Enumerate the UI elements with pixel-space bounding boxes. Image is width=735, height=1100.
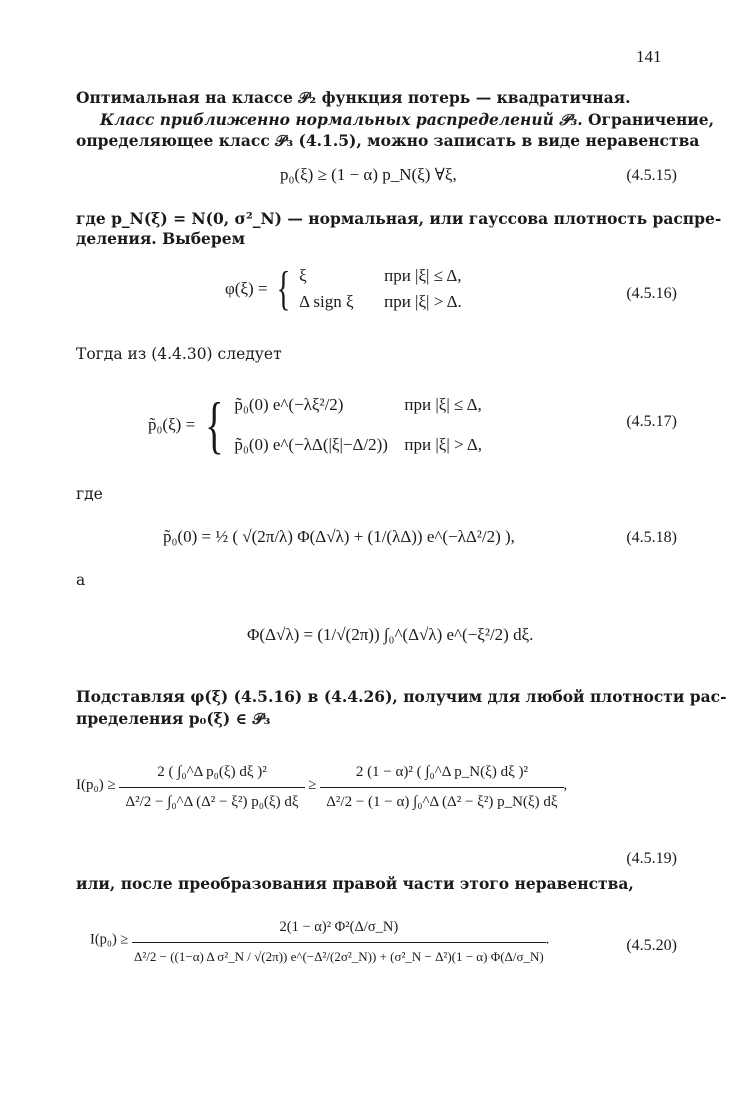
case-condition: при |ξ| ≤ Δ,	[404, 395, 482, 414]
paragraph-line: пределения p₀(ξ) ∈ 𝒫₃	[76, 709, 271, 728]
equation-4-5-15: p₀(ξ) ≥ (1 − α) p_N(ξ) ∀ξ,	[280, 165, 457, 184]
equation-lhs: p̃₀(ξ) =	[148, 415, 196, 434]
equation-number: (4.5.16)	[626, 285, 677, 302]
equation-4-5-16	[225, 263, 462, 315]
class-heading: Класс приближенно нормальных распределений 𝒫₃.	[100, 110, 583, 129]
paragraph-line: где p_N(ξ) = N(0, σ²_N) — нормальная, или гауссова плотность распре-	[76, 209, 722, 228]
equation-number: (4.5.20)	[626, 937, 677, 954]
fraction	[320, 760, 563, 811]
paragraph-line: деления. Выберем	[76, 229, 246, 248]
fraction	[119, 760, 304, 811]
fraction-denominator: Δ²/2 − ((1−α) Δ σ²_N / √(2π)) e^(−Δ²/(2σ²_N)) + (σ²_N − Δ²)(1 − α) Φ(Δ/σ_N)	[134, 949, 544, 964]
case-condition: при |ξ| > Δ,	[404, 435, 483, 454]
equation-4-5-18: p̃₀(0) = ½ ( √(2π/λ) Φ(Δ√λ) + (1/(λΔ)) e^(−λΔ²/2) ),	[163, 527, 515, 546]
equation-4-5-19	[76, 760, 567, 811]
equation-number: (4.5.17)	[626, 413, 677, 430]
paragraph-fragment: Ограничение,	[582, 110, 715, 129]
fraction	[132, 915, 546, 965]
equation-phi-definition: Φ(Δ√λ) = (1/√(2π)) ∫₀^(Δ√λ) e^(−ξ²/2) dξ.	[247, 625, 534, 644]
fraction-numerator: 2 ( ∫₀^Δ p₀(ξ) dξ )²	[119, 760, 304, 788]
paragraph-line: Оптимальная на классе 𝒫₂ функция потерь — квадратичная.	[76, 88, 631, 107]
equation-number: (4.5.19)	[626, 850, 677, 867]
fraction-numerator: 2(1 − α)² Φ²(Δ/σ_N)	[132, 915, 546, 943]
equation-number: (4.5.15)	[626, 167, 677, 184]
case-expression: Δ sign ξ	[299, 292, 354, 311]
case-condition: при |ξ| ≤ Δ,	[384, 266, 462, 285]
page-number: 141	[636, 47, 662, 66]
paragraph-line	[100, 109, 715, 131]
paragraph-line: или, после преобразования правой части этого неравенства,	[76, 874, 634, 893]
equation-lhs: I(p₀) ≥	[90, 931, 129, 948]
punctuation: .	[545, 931, 550, 948]
fraction-denominator: Δ²/2 − (1 − α) ∫₀^Δ (Δ² − ξ²) p_N(ξ) dξ	[326, 794, 558, 810]
case-expression: p̃₀(0) e^(−λΔ(|ξ|−Δ/2))	[234, 435, 388, 454]
case-condition: при |ξ| > Δ.	[384, 292, 462, 311]
paragraph-line: определяющее класс 𝒫₃ (4.1.5), можно записать в виде неравенства	[76, 131, 700, 150]
equation-number: (4.5.18)	[626, 529, 677, 546]
paragraph-line: Подставляя φ(ξ) (4.5.16) в (4.4.26), получим для любой плотности рас-	[76, 687, 727, 706]
paragraph-line: где	[76, 485, 103, 503]
equation-lhs: I(p₀) ≥	[76, 777, 116, 793]
equation-4-5-20	[90, 915, 549, 965]
equation-lhs: φ(ξ) =	[225, 279, 268, 298]
paragraph-line: а	[76, 571, 86, 589]
punctuation: ,	[563, 777, 568, 793]
fraction-numerator: 2 (1 − α)² ( ∫₀^Δ p_N(ξ) dξ )²	[320, 760, 563, 788]
case-expression: p̃₀(0) e^(−λξ²/2)	[234, 395, 344, 414]
left-brace: {	[276, 262, 291, 315]
fraction-denominator: Δ²/2 − ∫₀^Δ (Δ² − ξ²) p₀(ξ) dξ	[125, 794, 299, 810]
left-brace: {	[205, 389, 224, 460]
case-expression: ξ	[299, 266, 307, 285]
inequality-sign: ≥	[308, 777, 317, 793]
paragraph-line: Тогда из (4.4.30) следует	[76, 345, 282, 363]
equation-4-5-17	[148, 385, 482, 465]
